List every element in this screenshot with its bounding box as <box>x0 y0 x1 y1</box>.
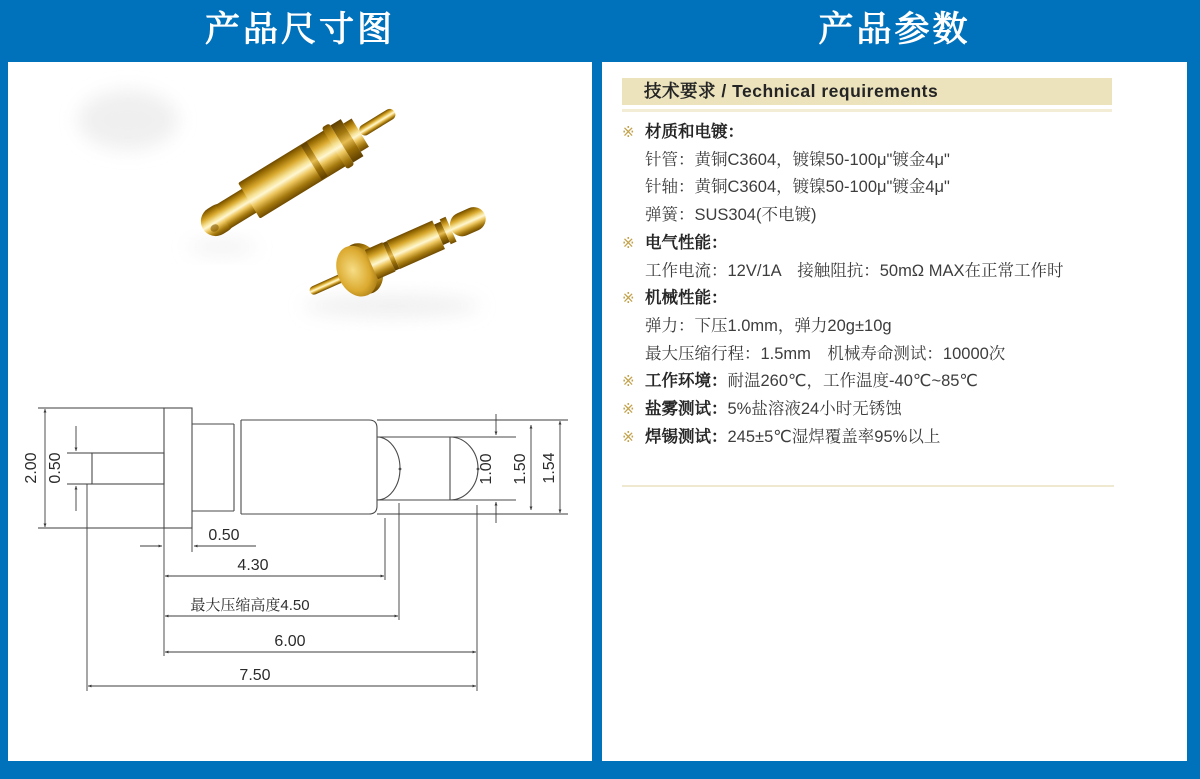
pin-shadow <box>188 239 256 255</box>
dim-flange-thickness: 0.50 <box>208 527 240 544</box>
dim-barrel-diameter: 1.50 <box>512 453 529 485</box>
product-photo <box>78 90 495 317</box>
parameters-panel <box>602 62 1187 761</box>
spec-line <box>622 396 1174 424</box>
pogo-pin-photo-top <box>190 91 407 250</box>
spec-line <box>622 341 1174 369</box>
spec-label: 电气性能： <box>645 233 728 252</box>
dim-flange-height: 2.00 <box>23 452 40 484</box>
pin-shadow <box>304 295 480 317</box>
spec-line <box>622 258 1174 286</box>
spec-text: 弹簧：SUS304(不电镀) <box>645 206 817 225</box>
tech-header-underline <box>622 109 1112 112</box>
part-outline <box>92 408 516 528</box>
spec-label: 工作环境： <box>645 372 728 391</box>
asterisk-bullet-icon: ※ <box>622 290 635 308</box>
spec-text: 工作电流：12V/1A 接触阻抗：50mΩ MAX在正常工作时 <box>645 261 1064 280</box>
spec-label: 材质和电镀： <box>645 123 744 141</box>
dim-max-compress-height: 最大压缩高度4.50 <box>190 597 310 614</box>
asterisk-bullet-icon: ※ <box>622 234 635 252</box>
dimension-labels <box>23 452 558 684</box>
section-separator <box>622 485 1114 487</box>
tech-requirements-header: 技术要求 / Technical requirements <box>622 78 1112 105</box>
spec-text: 耐温260℃，工作温度-40℃~85℃ <box>727 372 978 391</box>
asterisk-bullet-icon: ※ <box>622 401 635 419</box>
spec-line <box>622 285 1174 313</box>
spec-line <box>622 424 1174 452</box>
spec-line <box>622 202 1174 230</box>
dimension-panel <box>8 62 592 761</box>
spec-line <box>622 313 1174 341</box>
spec-text: 针管：黄铜C3604，镀镍50-100μ"镀金4μ" <box>645 150 950 169</box>
spec-text: 最大压缩行程：1.5mm 机械寿命测试：10000次 <box>645 344 1006 363</box>
spec-text: 弹力：下压1.0mm，弹力20g±10g <box>645 316 892 335</box>
spec-line <box>622 147 1174 175</box>
dim-barrel-length: 4.30 <box>237 557 269 574</box>
dim-free-length: 6.00 <box>274 633 306 650</box>
spec-label: 焊锡测试： <box>645 427 728 446</box>
asterisk-bullet-icon: ※ <box>622 124 635 141</box>
spec-text: 245±5℃湿焊覆盖率95%以上 <box>727 427 941 446</box>
dim-tail-diameter: 0.50 <box>47 452 64 484</box>
spec-line <box>622 230 1174 258</box>
dim-total-length: 7.50 <box>239 667 271 684</box>
page-title-left: 产品尺寸图 <box>204 10 395 49</box>
spec-line <box>622 368 1174 396</box>
asterisk-bullet-icon: ※ <box>622 428 635 446</box>
spec-text: 针轴：黄铜C3604，镀镍50-100μ"镀金4μ" <box>645 178 950 197</box>
spec-list <box>622 119 1174 451</box>
spec-text: 5%盐溶液24小时无锈蚀 <box>727 400 902 419</box>
dim-plunger-diameter: 1.00 <box>478 453 495 485</box>
spec-line <box>622 119 1174 147</box>
spec-line <box>622 174 1174 202</box>
dimension-drawing-svg <box>8 62 592 761</box>
spec-label: 机械性能： <box>645 289 728 308</box>
dim-max-diameter: 1.54 <box>541 452 558 484</box>
spec-label: 盐雾测试： <box>645 400 728 419</box>
page-title-right: 产品参数 <box>818 10 971 49</box>
asterisk-bullet-icon: ※ <box>622 373 635 391</box>
background-shading <box>78 90 178 150</box>
